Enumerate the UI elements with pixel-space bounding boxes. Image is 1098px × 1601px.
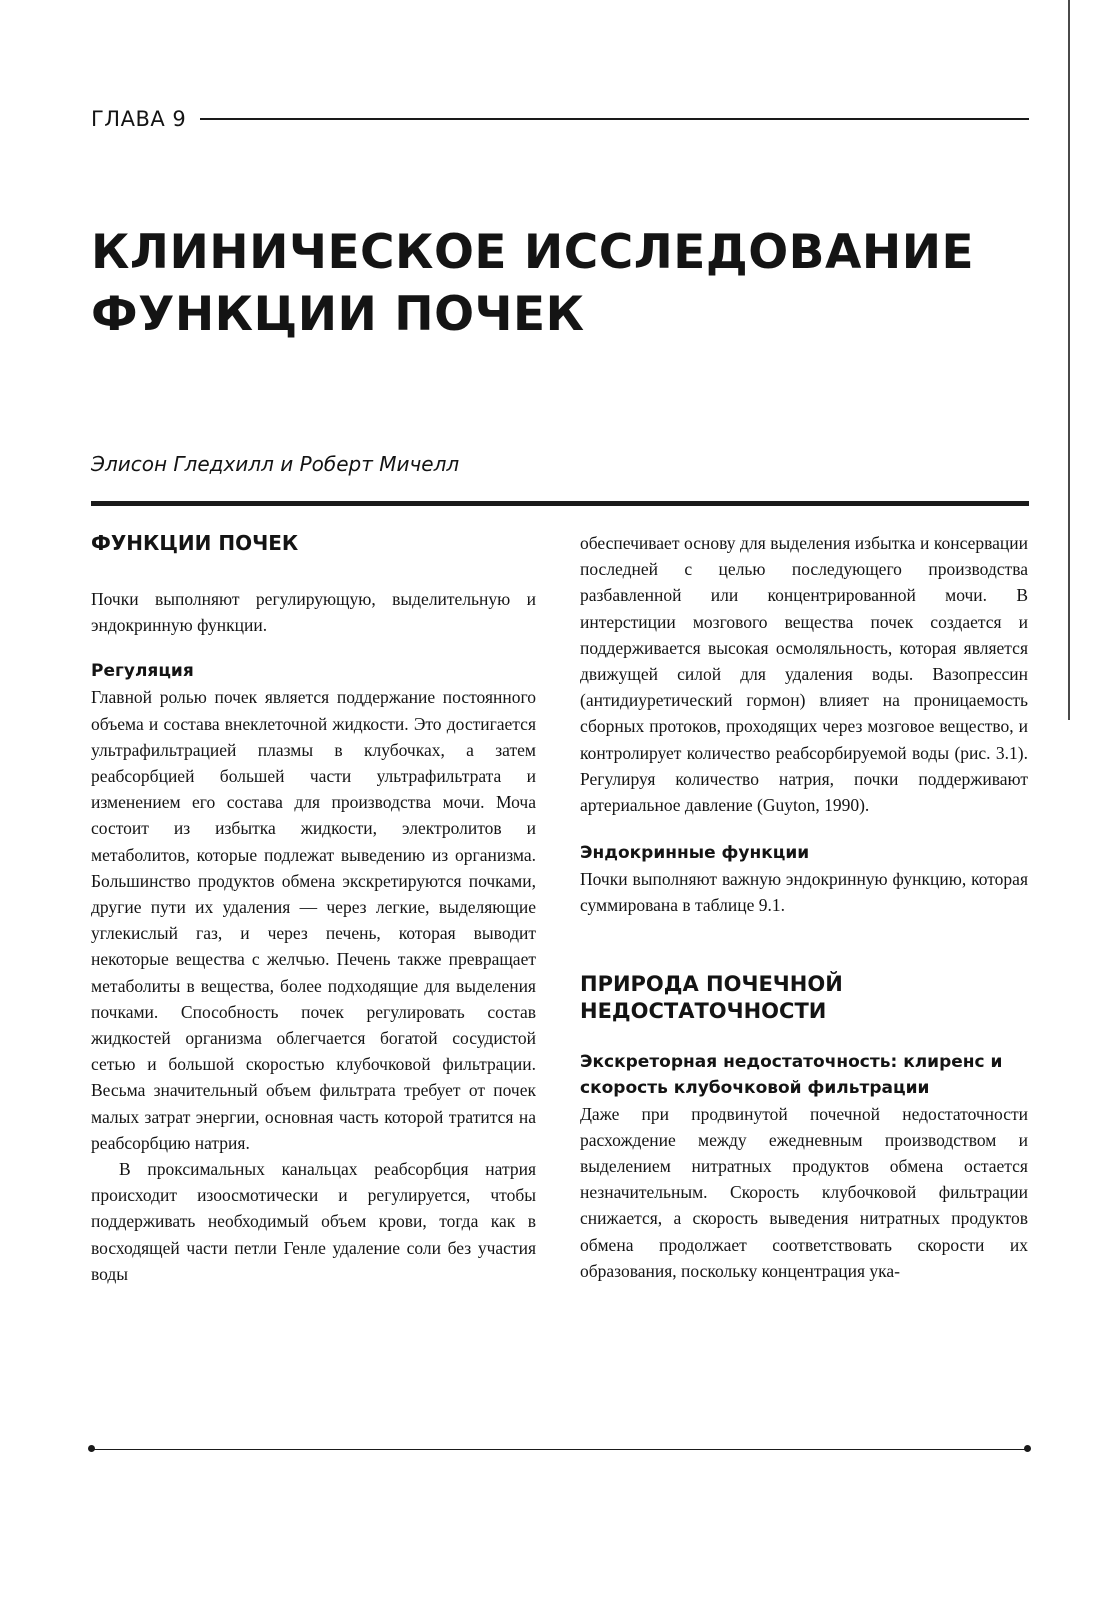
subheading-endocrine: Эндокринные функции	[580, 843, 810, 864]
regulation-paragraph-2: В проксимальных канальцах реабсорбция натрия происходит изоосмотически и регулируется, чтобы поддерживать необходимый объем крови, тогда как в восходящей части петли Генле удаление соли без участия воды	[91, 1159, 536, 1284]
excretory-paragraph: Даже при продвинутой почечной недостаточности расхождение между ежедневным производством и выделением нитратных продуктов обмена остается незначительным. Скорость клубочковой фильтрации снижается, а скорость выведения нитратных продуктов обмена продолжает соответствовать скорости их образования, поскольку концентрация ука-	[580, 1103, 1028, 1281]
regulation-paragraph-1: Главной ролью почек является поддержание постоянного объема и состава внеклеточной жидкости. Это достигается ультрафильтрацией плазмы в клубочках, а затем реабсорбцией большей части ультрафильтрата и изменением его состава для производства мочи. Моча состоит из избытка жидкости, электролитов и метаболитов, которые подлежат выведению из организма. Большинство продуктов обмена экскретируются почками, другие пути их удаления — через легкие, выделяющие углекислый газ, и через печень, которая выводит некоторые вещества с желчью. Печень также превращает метаболиты в вещества, более подходящие для выделения почками. Способность почек регулировать состав жидкостей организма облегчается богатой сосудистой сетью и большой скоростью клубочковой фильтрации. Весьма значительный объем фильтрата требует от почек малых затрат энергии, основная часть которой тратится на реабсорбцию натрия.	[91, 687, 536, 1153]
left-column	[91, 530, 536, 1287]
footer-rule-left-dot	[88, 1445, 95, 1452]
subheading-regulation: Регуляция	[91, 661, 194, 682]
chapter-header	[91, 104, 1029, 134]
footer-rule-right-dot	[1024, 1445, 1031, 1452]
continuation-paragraph: обеспечивает основу для выделения избытка и консервации последней с целью последующего производства разбавленной или концентрированной мочи. В интерстиции мозгового вещества почек создается и поддерживается высокая осмоляльность, которая является движущей силой для удаления воды. Вазопрессин (антидиуретический гормон) влияет на проницаемость сборных протоков, проходящих через мозговое вещество, и контролирует количество реабсорбируемой воды (рис. 3.1). Регулируя количество натрия, почки поддерживают артериальное давление (Guyton, 1990).	[580, 533, 1028, 816]
chapter-label: ГЛАВА 9	[91, 107, 187, 131]
footer-rule	[91, 1449, 1027, 1450]
renal-failure-heading-line-2: НЕДОСТАТОЧНОСТИ	[580, 998, 827, 1023]
intro-paragraph: Почки выполняют регулирующую, выделительную и эндокринную функции.	[91, 589, 536, 636]
right-column	[580, 530, 1028, 1284]
authors: Элисон Гледхилл и Роберт Мичелл	[91, 452, 460, 476]
renal-failure-heading-line-1: ПРИРОДА ПОЧЕЧНОЙ	[580, 971, 843, 996]
section-heading-kidney-functions: ФУНКЦИИ ПОЧЕК	[91, 531, 299, 555]
chapter-title	[91, 222, 1031, 346]
subheading-excretory-failure: Экскреторная недостаточность: клиренс и скорость клубочковой фильтрации	[580, 1051, 1003, 1098]
chapter-title-line-1: КЛИНИЧЕСКОЕ ИССЛЕДОВАНИЕ	[91, 225, 975, 280]
section-divider	[91, 501, 1029, 506]
scan-edge-line	[1068, 0, 1070, 720]
chapter-title-line-2: ФУНКЦИИ ПОЧЕК	[91, 287, 585, 342]
section-heading-renal-failure	[580, 971, 1028, 1025]
header-rule	[200, 118, 1029, 120]
endocrine-paragraph: Почки выполняют важную эндокринную функцию, которая суммирована в таблице 9.1.	[580, 869, 1028, 916]
